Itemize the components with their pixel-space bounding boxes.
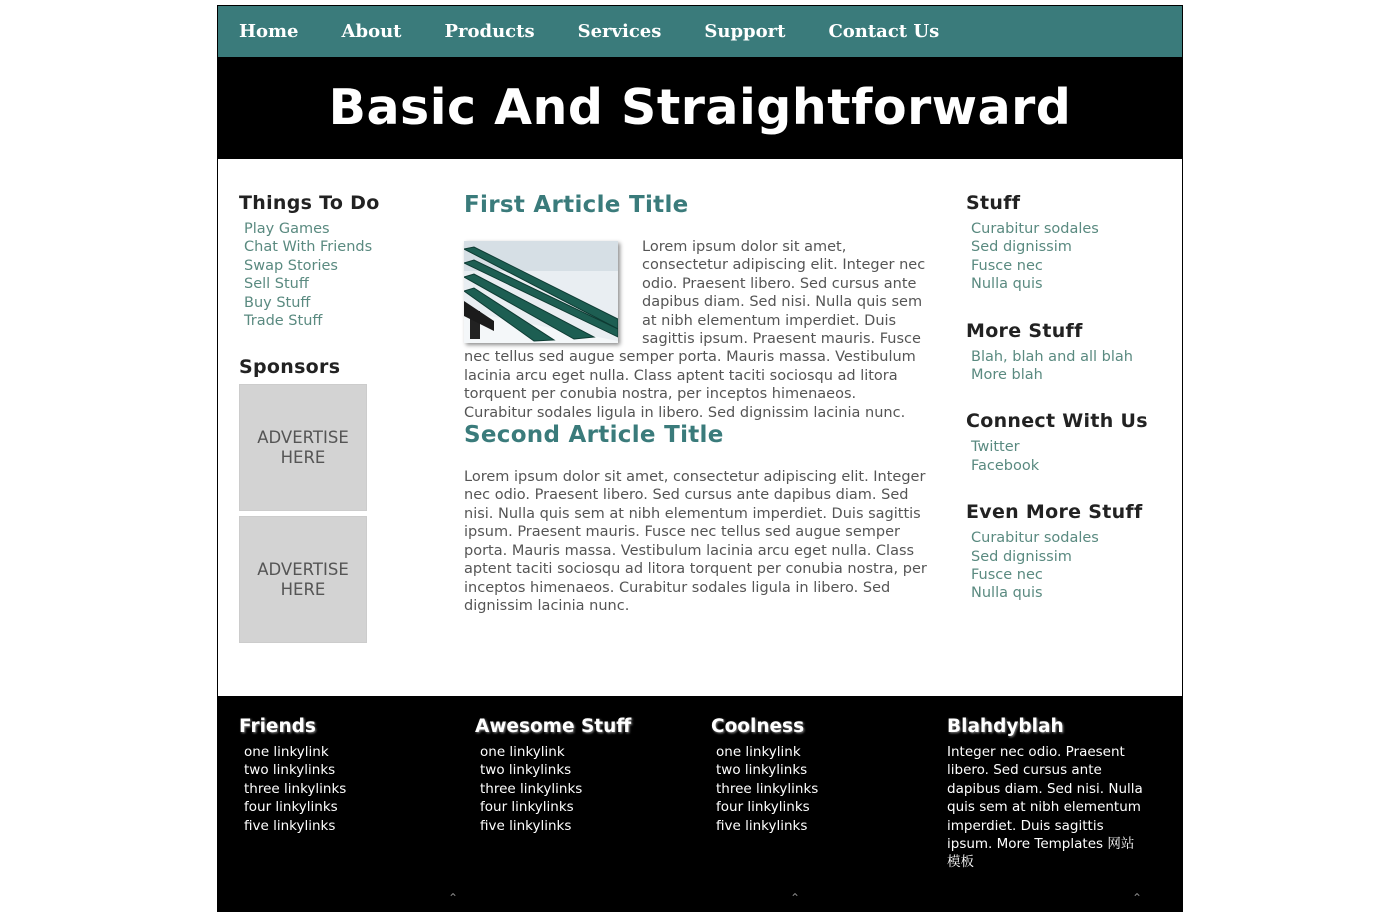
link-sed-dignissim-2[interactable]: Sed dignissim [971, 548, 1072, 565]
chevron-up-icon: ⌃ [1132, 891, 1143, 905]
link-facebook[interactable]: Facebook [971, 457, 1040, 474]
site-footer [218, 696, 1182, 912]
article-body-second: Lorem ipsum dolor sit amet, consectetur adipiscing elit. Integer nec odio. Praesent libero. Sed cursus ante dapibus diam. Sed nisi. Nulla quis sem at nibh elementum imperdiet. Duis sagittis ipsum. Praesent mauris. Fusce nec tellus sed augue semper porta. Mauris massa. Vestibulum lacinia arcu eget nulla. Class aptent taciti sociosqu ad litora torquent per conubia nostra, per inceptos himenaeos. Curabitur sodales ligula in libero. Sed dignissim lacinia nunc. [464, 469, 927, 614]
footer-link[interactable]: three linkylinks [716, 780, 819, 797]
footer-col-awesome [475, 716, 685, 835]
list-item [971, 257, 1166, 275]
chevron-up-icon: ⌃ [790, 891, 801, 905]
link-play-games[interactable]: Play Games [244, 221, 330, 237]
advertise-box-1[interactable]: ADVERTISE HERE [239, 384, 367, 511]
link-twitter[interactable]: Twitter [971, 439, 1020, 456]
article-body-first [464, 238, 928, 422]
footer-link[interactable]: three linkylinks [480, 780, 583, 797]
right-sidebar [966, 192, 1166, 629]
footer-links-awesome [480, 743, 685, 835]
list-item [244, 257, 419, 275]
nav-support[interactable]: Support [704, 21, 786, 42]
article-title-first[interactable]: First Article Title [464, 192, 689, 218]
link-swap-stories[interactable]: Swap Stories [244, 257, 338, 274]
nav-services[interactable]: Services [577, 21, 662, 42]
footer-link[interactable]: five linkylinks [480, 817, 572, 834]
footer-heading-blahdyblah: Blahdyblah [947, 716, 1064, 737]
list-item [971, 457, 1166, 475]
footer-link[interactable]: two linkylinks [480, 762, 572, 779]
list-item [971, 220, 1166, 238]
site-banner-title: Basic And Straightforward [218, 57, 1182, 159]
footer-link[interactable]: four linkylinks [480, 799, 574, 816]
even-more-stuff-heading: Even More Stuff [966, 501, 1143, 524]
link-more-blah[interactable]: More blah [971, 367, 1043, 384]
even-more-stuff-list [971, 529, 1166, 603]
list-item [971, 548, 1166, 566]
link-curabitur-sodales-2[interactable]: Curabitur sodales [971, 530, 1099, 547]
list-item [244, 220, 419, 238]
list-item [971, 366, 1166, 384]
article-text-first: Lorem ipsum dolor sit amet, consectetur adipiscing elit. Integer nec odio. Praesent libero. Sed cursus ante dapibus diam. Sed nisi. Nulla quis sem at nibh elementum imperdiet. Duis sagittis ipsum. Praesent mauris. Fusce nec tellus sed augue semper porta. Mauris massa. Vestibulum lacinia arcu eget nulla. Class aptent taciti sociosqu ad litora torquent per conubia nostra, per inceptos himenaeos. Curabitur sodales ligula in libero. Sed dignissim lacinia nunc. [464, 239, 926, 421]
list-item [971, 438, 1166, 456]
nav-contact-us[interactable]: Contact Us [828, 21, 940, 42]
list-item [971, 348, 1166, 366]
bench-snow-image [464, 241, 618, 343]
footer-col-coolness [711, 716, 921, 835]
link-curabitur-sodales[interactable]: Curabitur sodales [971, 221, 1099, 237]
link-blah[interactable]: Blah, blah and all blah [971, 348, 1133, 365]
connect-heading: Connect With Us [966, 410, 1148, 433]
list-item [971, 566, 1166, 584]
content-area [218, 159, 1182, 695]
nav-about[interactable]: About [341, 21, 402, 42]
link-sell-stuff[interactable]: Sell Stuff [244, 276, 309, 293]
chevron-up-icon: ⌃ [448, 891, 459, 905]
footer-text-blahdyblah: Integer nec odio. Praesent libero. Sed cursus ante dapibus diam. Sed nisi. Nulla quis sem at nibh elementum imperdiet. Duis sagittis ipsum. More Templates 网站模板 [947, 744, 1143, 871]
footer-link[interactable]: one linkylink [480, 744, 565, 760]
list-item [971, 584, 1166, 602]
link-sed-dignissim[interactable]: Sed dignissim [971, 239, 1072, 256]
footer-heading-friends: Friends [239, 716, 316, 737]
footer-link[interactable]: three linkylinks [244, 780, 347, 797]
link-trade-stuff[interactable]: Trade Stuff [244, 313, 323, 330]
footer-col-blahdyblah [947, 716, 1147, 872]
sponsors-heading: Sponsors [239, 356, 341, 379]
more-stuff-heading: More Stuff [966, 319, 1083, 342]
article-title-second[interactable]: Second Article Title [464, 422, 724, 449]
list-item [971, 275, 1166, 293]
footer-link[interactable]: two linkylinks [716, 762, 808, 779]
list-item [244, 275, 419, 293]
link-buy-stuff[interactable]: Buy Stuff [244, 294, 311, 311]
link-nulla-quis[interactable]: Nulla quis [971, 276, 1043, 293]
main-column [464, 192, 928, 615]
footer-link[interactable]: one linkylink [716, 744, 801, 760]
footer-links-coolness [716, 743, 921, 835]
footer-heading-coolness: Coolness [711, 716, 805, 737]
connect-list [971, 438, 1166, 475]
list-item [244, 238, 419, 256]
nav-home[interactable]: Home [239, 21, 299, 42]
footer-link[interactable]: five linkylinks [244, 817, 336, 834]
link-fusce-nec[interactable]: Fusce nec [971, 257, 1043, 274]
footer-link[interactable]: four linkylinks [244, 799, 338, 816]
page-container [217, 5, 1183, 912]
advertise-box-2[interactable]: ADVERTISE HERE [239, 516, 367, 643]
footer-link[interactable]: four linkylinks [716, 799, 810, 816]
footer-link[interactable]: two linkylinks [244, 762, 336, 779]
link-chat-with-friends[interactable]: Chat With Friends [244, 239, 373, 256]
things-to-do-heading: Things To Do [239, 192, 380, 214]
footer-link[interactable]: five linkylinks [716, 817, 808, 834]
link-fusce-nec-2[interactable]: Fusce nec [971, 567, 1043, 584]
left-sidebar [239, 192, 419, 648]
list-item [971, 529, 1166, 547]
more-stuff-list [971, 348, 1166, 385]
stuff-list [971, 220, 1166, 294]
list-item [244, 312, 419, 330]
footer-heading-awesome: Awesome Stuff [475, 716, 632, 737]
list-item [971, 238, 1166, 256]
footer-link[interactable]: one linkylink [244, 744, 329, 760]
top-nav [218, 6, 1182, 57]
stuff-heading: Stuff [966, 192, 1021, 214]
things-to-do-list [244, 220, 419, 330]
footer-links-friends [244, 743, 449, 835]
nav-products[interactable]: Products [444, 21, 535, 42]
list-item [244, 294, 419, 312]
footer-col-friends [239, 716, 449, 835]
link-nulla-quis-2[interactable]: Nulla quis [971, 585, 1043, 602]
